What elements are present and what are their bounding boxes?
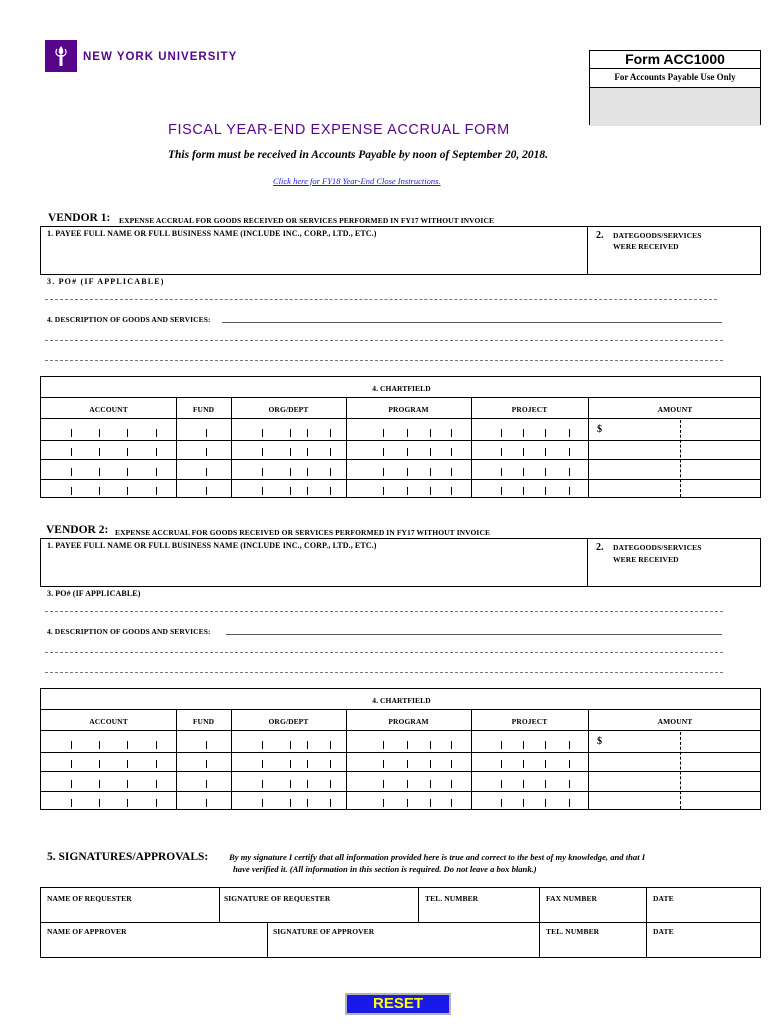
- tel-approver-label: TEL. NUMBER: [546, 927, 600, 936]
- ap-use-label: For Accounts Payable Use Only: [590, 69, 760, 88]
- vendor2-row4-fund-field[interactable]: [177, 792, 230, 809]
- vendor1-goods-field[interactable]: [222, 322, 722, 323]
- vendor2-row3-amount-field[interactable]: [589, 772, 761, 790]
- name-approver-label: NAME OF APPROVER: [47, 927, 127, 936]
- date-requester-label: DATE: [653, 894, 674, 903]
- vendor2-row2-amount-field[interactable]: [589, 753, 761, 770]
- vendor1-col-org-dept: ORG/DEPT: [268, 405, 309, 414]
- vendor2-row2-project-field[interactable]: [472, 753, 587, 770]
- vendor2-row1-org-dept-field[interactable]: [232, 731, 345, 751]
- vendor2-row1-amount-field[interactable]: [589, 731, 761, 751]
- vendor2-row1-account-field[interactable]: [42, 731, 175, 751]
- vendor1-row4-org-dept-field[interactable]: [232, 480, 345, 497]
- date-approver-field[interactable]: [649, 938, 759, 956]
- vendor2-row4-amount-field[interactable]: [589, 792, 761, 809]
- signature-requester-field[interactable]: [222, 904, 416, 921]
- signature-approver-label: SIGNATURE OF APPROVER: [273, 927, 375, 936]
- instructions-link[interactable]: Click here for FY18 Year-End Close Instructions.: [273, 176, 441, 186]
- vendor1-row4-amount-field[interactable]: [589, 480, 761, 497]
- name-requester-field[interactable]: [43, 904, 217, 921]
- vendor1-date-label-2: WERE RECEIVED: [613, 242, 679, 251]
- vendor2-date-field[interactable]: [592, 565, 757, 585]
- vendor2-row4-account-field[interactable]: [42, 792, 175, 809]
- vendor1-goods-line-3[interactable]: [45, 360, 723, 361]
- tel-requester-field[interactable]: [421, 904, 537, 921]
- vendor1-row2-program-field[interactable]: [347, 441, 470, 458]
- vendor1-goods-label: 4. DESCRIPTION OF GOODS AND SERVICES:: [47, 315, 211, 324]
- vendor1-row4-account-field[interactable]: [42, 480, 175, 497]
- signature-approver-field[interactable]: [270, 938, 537, 956]
- vendor1-chartfield-title: 4. CHARTFIELD: [372, 384, 431, 393]
- vendor2-row3-org-dept-field[interactable]: [232, 772, 345, 790]
- vendor2-row4-program-field[interactable]: [347, 792, 470, 809]
- vendor1-row1-org-dept-field[interactable]: [232, 419, 345, 439]
- vendor1-chartfield: [40, 376, 761, 498]
- vendor1-row4-project-field[interactable]: [472, 480, 587, 497]
- vendor1-po-field[interactable]: [45, 299, 717, 300]
- vendor2-row1-program-field[interactable]: [347, 731, 470, 751]
- vendor2-row2-account-field[interactable]: [42, 753, 175, 770]
- fax-requester-label: FAX NUMBER: [546, 894, 598, 903]
- vendor2-goods-line-3[interactable]: [45, 672, 723, 673]
- vendor2-po-label: 3. PO# (IF APPLICABLE): [47, 589, 141, 598]
- vendor1-col-program: PROGRAM: [388, 405, 429, 414]
- vendor1-date-label: DATEGOODS/SERVICES: [613, 231, 702, 240]
- form-title: FISCAL YEAR-END EXPENSE ACCRUAL FORM: [168, 122, 510, 138]
- vendor1-col-fund: FUND: [192, 405, 215, 414]
- vendor2-chartfield: [40, 688, 761, 810]
- name-requester-label: NAME OF REQUESTER: [47, 894, 132, 903]
- vendor2-date-number: 2.: [596, 542, 604, 553]
- vendor1-row2-org-dept-field[interactable]: [232, 441, 345, 458]
- tel-requester-label: TEL. NUMBER: [425, 894, 479, 903]
- vendor2-col-program: PROGRAM: [388, 717, 429, 726]
- vendor1-heading: VENDOR 1:: [48, 212, 111, 224]
- vendor2-date-label: DATEGOODS/SERVICES: [613, 543, 702, 552]
- vendor2-po-field[interactable]: [45, 611, 723, 612]
- vendor2-col-fund: FUND: [192, 717, 215, 726]
- vendor1-date-field[interactable]: [592, 252, 757, 272]
- vendor2-row1-fund-field[interactable]: [177, 731, 230, 751]
- vendor1-description: EXPENSE ACCRUAL FOR GOODS RECEIVED OR SERVICES PERFORMED IN FY17 WITHOUT INVOICE: [119, 216, 495, 225]
- vendor2-goods-line-2[interactable]: [45, 652, 723, 653]
- vendor1-row3-fund-field[interactable]: [177, 460, 230, 478]
- signatures-heading: 5. SIGNATURES/APPROVALS:: [47, 851, 209, 863]
- vendor2-row2-org-dept-field[interactable]: [232, 753, 345, 770]
- signatures-note-2: have verified it. (All information in this section is required. Do not leave a box blank.): [233, 864, 537, 874]
- vendor1-row3-program-field[interactable]: [347, 460, 470, 478]
- reset-button[interactable]: RESET: [345, 993, 451, 1015]
- vendor1-row1-fund-field[interactable]: [177, 419, 230, 439]
- vendor1-row1-program-field[interactable]: [347, 419, 470, 439]
- vendor1-col-amount: AMOUNT: [657, 405, 693, 414]
- vendor1-row2-amount-field[interactable]: [589, 441, 761, 458]
- vendor1-row3-org-dept-field[interactable]: [232, 460, 345, 478]
- vendor2-goods-label: 4. DESCRIPTION OF GOODS AND SERVICES:: [47, 627, 211, 636]
- vendor2-col-account: ACCOUNT: [89, 717, 128, 726]
- vendor1-po-label: 3. PO# (IF APPLICABLE): [47, 277, 165, 286]
- vendor1-date-number: 2.: [596, 230, 604, 241]
- vendor1-col-project: PROJECT: [511, 405, 548, 414]
- vendor1-row4-program-field[interactable]: [347, 480, 470, 497]
- vendor2-row4-project-field[interactable]: [472, 792, 587, 809]
- vendor2-row2-program-field[interactable]: [347, 753, 470, 770]
- tel-approver-field[interactable]: [542, 938, 644, 956]
- date-approver-label: DATE: [653, 927, 674, 936]
- vendor2-row3-account-field[interactable]: [42, 772, 175, 790]
- vendor1-row2-fund-field[interactable]: [177, 441, 230, 458]
- vendor2-payee-label: 1. PAYEE FULL NAME OR FULL BUSINESS NAME (INCLUDE INC., CORP., LTD., ETC.): [47, 541, 377, 550]
- vendor2-row3-fund-field[interactable]: [177, 772, 230, 790]
- signature-requester-label: SIGNATURE OF REQUESTER: [224, 894, 331, 903]
- vendor2-heading: VENDOR 2:: [46, 524, 109, 536]
- vendor2-currency: $: [597, 736, 602, 747]
- torch-icon: [45, 40, 77, 72]
- vendor1-row2-project-field[interactable]: [472, 441, 587, 458]
- vendor1-row3-project-field[interactable]: [472, 460, 587, 478]
- vendor1-payee-field[interactable]: [44, 241, 584, 273]
- deadline-note: This form must be received in Accounts Payable by noon of September 20, 2018.: [168, 149, 549, 161]
- vendor2-description: EXPENSE ACCRUAL FOR GOODS RECEIVED OR SERVICES PERFORMED IN FY17 WITHOUT INVOICE: [115, 528, 491, 537]
- vendor1-payee-label: 1. PAYEE FULL NAME OR FULL BUSINESS NAME (INCLUDE INC., CORP., LTD., ETC.): [47, 229, 377, 238]
- vendor1-row1-project-field[interactable]: [472, 419, 587, 439]
- nyu-torch-logo: [45, 40, 77, 72]
- vendor2-row3-program-field[interactable]: [347, 772, 470, 790]
- fax-requester-field[interactable]: [542, 904, 644, 921]
- university-name: NEW YORK UNIVERSITY: [83, 51, 238, 63]
- vendor2-col-amount: AMOUNT: [657, 717, 693, 726]
- vendor1-row1-account-field[interactable]: [42, 419, 175, 439]
- ap-use-field[interactable]: [590, 88, 760, 126]
- date-requester-field[interactable]: [649, 904, 759, 921]
- vendor1-currency: $: [597, 424, 602, 435]
- form-id: Form ACC1000: [590, 51, 760, 69]
- vendor1-row3-account-field[interactable]: [42, 460, 175, 478]
- vendor2-row2-fund-field[interactable]: [177, 753, 230, 770]
- signatures-table: [40, 887, 761, 958]
- vendor1-col-account: ACCOUNT: [89, 405, 128, 414]
- vendor2-date-label-2: WERE RECEIVED: [613, 555, 679, 564]
- vendor2-row3-project-field[interactable]: [472, 772, 587, 790]
- vendor2-chartfield-title: 4. CHARTFIELD: [372, 696, 431, 705]
- vendor2-goods-field[interactable]: [226, 634, 722, 635]
- vendor2-payee-field[interactable]: [44, 553, 584, 585]
- vendor1-goods-line-2[interactable]: [45, 340, 723, 341]
- ap-use-box: [589, 50, 761, 125]
- name-approver-field[interactable]: [43, 938, 265, 956]
- signatures-note: By my signature I certify that all information provided here is true and correct to the best of my knowledge, and that I: [229, 852, 646, 862]
- vendor2-col-org-dept: ORG/DEPT: [268, 717, 309, 726]
- vendor2-col-project: PROJECT: [511, 717, 548, 726]
- vendor1-row1-amount-field[interactable]: [589, 419, 761, 439]
- vendor2-row1-project-field[interactable]: [472, 731, 587, 751]
- vendor2-row4-org-dept-field[interactable]: [232, 792, 345, 809]
- vendor1-row3-amount-field[interactable]: [589, 460, 761, 478]
- vendor1-row2-account-field[interactable]: [42, 441, 175, 458]
- vendor1-row4-fund-field[interactable]: [177, 480, 230, 497]
